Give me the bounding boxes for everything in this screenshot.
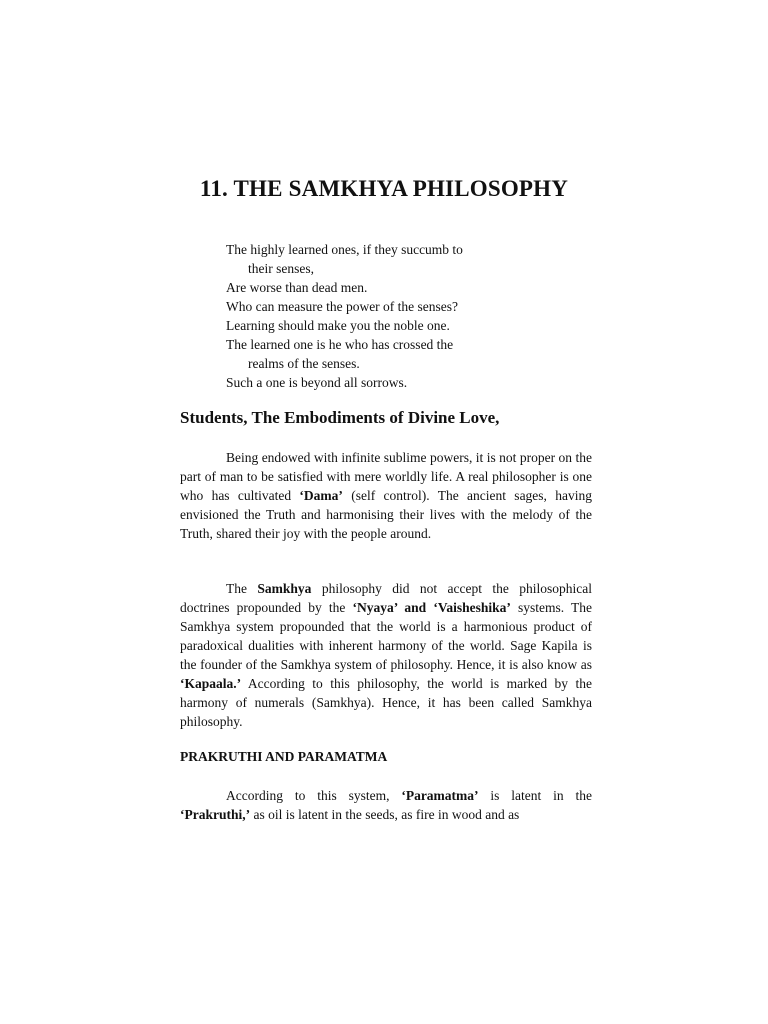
paragraph-text: According to this system, — [226, 788, 402, 803]
paragraph-text: (self control). The ancient sages, having envisioned the Truth and harmonising their lives with the melody of the Truth, shared their joy with the people around. — [180, 488, 592, 541]
poem-line: The highly learned ones, if they succumb to — [226, 242, 463, 257]
term-samkhya: Samkhya — [257, 581, 312, 596]
poem-line: Such a one is beyond all sorrows. — [226, 375, 408, 390]
section-heading: Students, The Embodiments of Divine Love, — [180, 408, 500, 427]
poem-line: Learning should make you the noble one. — [226, 318, 450, 333]
opening-poem — [226, 240, 463, 392]
paragraph-text: systems. The Samkhya system propounded that the world is a harmonious product of paradoxical dualities with inherent harmony of the world. Sage Kapila is the founder of the Samkhya system of philosophy. Hence, it is also know as — [180, 600, 592, 672]
poem-line: The learned one is he who has crossed the — [226, 337, 454, 352]
term-dama: ‘Dama’ — [299, 488, 343, 503]
term-nyaya-vaisheshika: ‘Nyaya’ and ‘Vaisheshika’ — [352, 600, 511, 615]
paragraph-text: is latent in the — [478, 788, 592, 803]
term-kapaala: ‘Kapaala.’ — [180, 676, 242, 691]
paragraph-text: The — [226, 581, 258, 596]
paragraph-text: philosophy did not accept the philosophical doctrines propounded by the — [180, 581, 592, 615]
paragraph-text: as oil is latent in the seeds, as fire in wood and as — [250, 807, 520, 822]
paragraph-3 — [180, 786, 592, 824]
poem-line: realms of the senses. — [248, 356, 360, 371]
paragraph-text: Being endowed with infinite sublime powers, it is not proper on the part of man to be satisfied with mere worldly life. A real philosopher is one who has cultivated — [180, 450, 592, 503]
poem-line: Are worse than dead men. — [226, 280, 368, 295]
paragraph-2 — [180, 579, 592, 731]
term-prakruthi: ‘Prakruthi,’ — [180, 807, 251, 822]
paragraph-text: According to this philosophy, the world is marked by the harmony of numerals (Samkhya). Hence, it has been called Samkhya philosophy. — [180, 676, 592, 729]
poem-line: their senses, — [248, 261, 314, 276]
subsection-heading: PRAKRUTHI AND PARAMATMA — [180, 749, 388, 764]
poem-line: Who can measure the power of the senses? — [226, 299, 459, 314]
chapter-title: 11. THE SAMKHYA PHILOSOPHY — [199, 176, 569, 201]
term-paramatma: ‘Paramatma’ — [401, 788, 479, 803]
paragraph-1 — [180, 448, 592, 543]
